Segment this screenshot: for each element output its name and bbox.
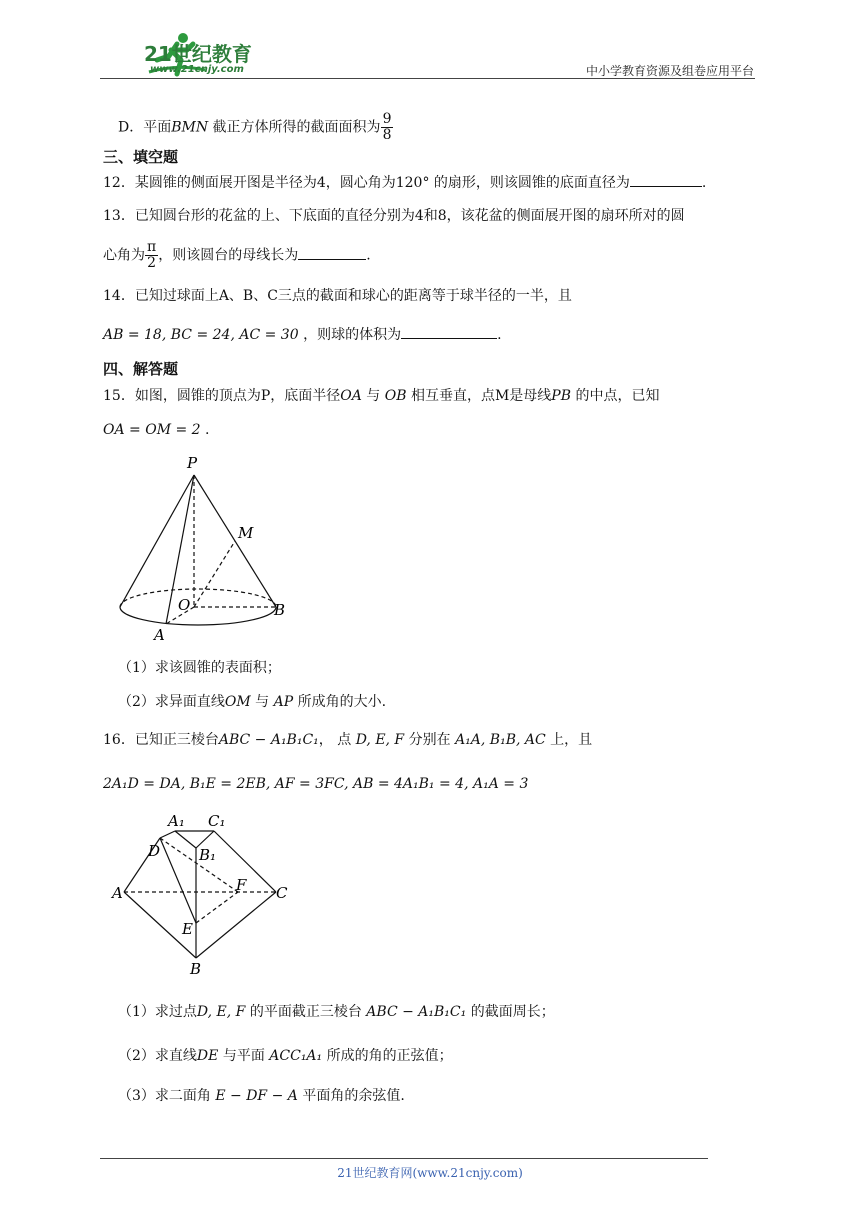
question-15-sub1: （1）求该圆锥的表面积； [118,660,281,676]
footer-link[interactable]: 21世纪教育网(www.21cnjy.com) [337,1166,523,1180]
cone-figure [110,450,300,650]
cone-base-back [120,589,276,607]
label-B: B [274,601,286,619]
label-B1: B₁ [199,846,217,864]
answer-blank [298,245,366,260]
question-16-sub2: （2）求直线DE 与平面 ACC₁A₁ 所成的角的正弦值； [118,1048,453,1064]
question-13-line1: 13．已知圆台形的花盆的上、下底面的直径分别为4和8，该花盆的侧面展开图的扇环所对的圆 [103,208,685,224]
label-D: D [148,842,161,860]
segment-EF [196,892,238,923]
answer-blank [630,172,702,187]
label-F: F [236,876,247,894]
label-A: A [112,884,123,902]
edge-A1-B1 [175,831,196,848]
cone-base-front [120,607,276,625]
edge-C-B [196,892,276,958]
footer-divider [100,1158,708,1159]
question-16-line2: 2A₁D = DA, B₁E = 2EB, AF = 3FC, AB = 4A₁B₁ = 4, A₁A = 3 [103,776,529,792]
logo-text: 21世纪教育 [144,42,252,66]
section-solve: 四、解答题 [103,360,179,378]
page-header [0,0,860,86]
question-15-sub2: （2）求异面直线OM 与 AP 所成角的大小. [118,694,387,710]
question-14-line1: 14．已知过球面上A、B、C三点的截面和球心的距离等于球半径的一半，且 [103,288,572,304]
edge-A-A1-upper [160,831,175,838]
label-C: C [276,884,288,902]
question-12: 12．某圆锥的侧面展开图是半径为4，圆心角为120° 的扇形，则该圆锥的底面直径为 . [103,172,706,193]
question-13-line2: 心角为 $\frac{\pi}{2}$ ，则该圆台的母线长为 . [103,239,371,271]
fraction-pi-half: $\frac{\pi}{2}$ [147,239,157,271]
header-divider [100,78,755,79]
label-A: A [154,626,165,644]
platform-name: 中小学教育资源及组卷应用平台 [585,64,754,78]
cone-left-edge [120,475,194,607]
question-15-line1: 15．如图，圆锥的顶点为P，底面半径OA 与 OB 相互垂直，点M是母线PB 的中点，已知 [103,388,660,404]
fraction-nine-eighths: $\frac{9}{8}$ [382,111,392,143]
question-15-line2: OA = OM = 2 . [103,422,210,438]
segment-OM [194,541,235,607]
question-14-line2: AB = 18, BC = 24, AC = 30 ，则球的体积为 . [103,324,502,345]
answer-blank [401,324,497,339]
label-B: B [190,960,202,978]
label-C1: C₁ [208,812,226,830]
label-E: E [182,920,193,938]
option-d: D．平面BMN 截正方体所得的截面面积为 $\frac{9}{8}$ [118,111,392,143]
section-fill-blank: 三、填空题 [103,148,179,166]
label-M: M [238,524,254,542]
label-A1: A₁ [168,812,185,830]
question-16-sub1: （1）求过点D, E, F 的平面截正三棱台 ABC − A₁B₁C₁ 的截面周长； [118,1004,555,1020]
frustum-figure [110,810,300,980]
label-P: P [187,454,198,472]
question-16-line1: 16．已知正三棱台ABC − A₁B₁C₁， 点 D, E, F 分别在 A₁A, B₁B, AC 上，且 [103,732,593,748]
label-O: O [178,596,191,614]
question-16-sub3: （3）求二面角 E − DF − A 平面角的余弦值. [118,1088,405,1104]
logo-url: www.21cnjy.com [150,64,244,75]
